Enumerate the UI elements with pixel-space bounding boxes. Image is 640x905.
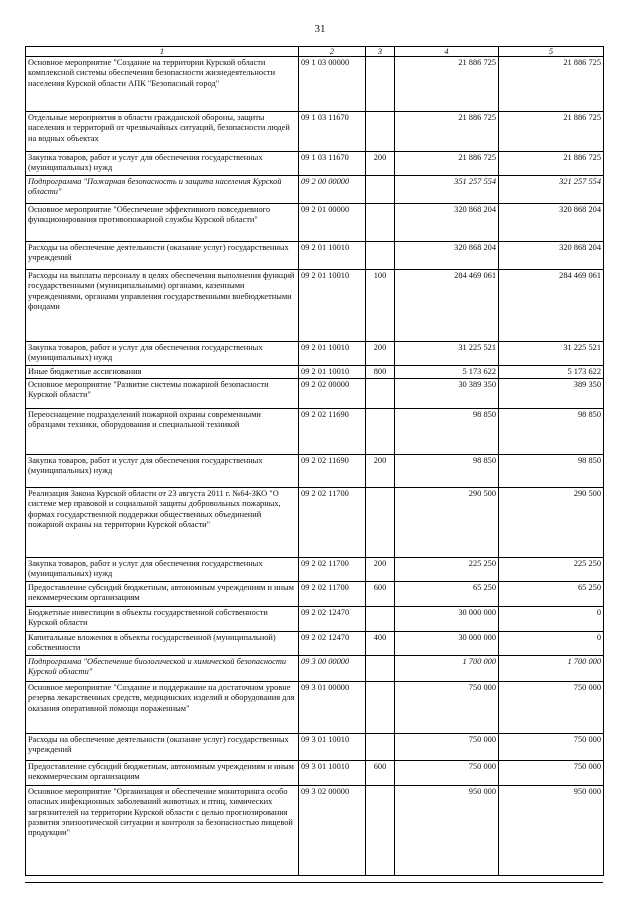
table-row [26, 681, 604, 733]
row-name-cell: Реализация Закона Курской области от 23 августа 2011 г. №64-ЗКО "О системе мер правовой и социальной защиты добровольных пожарных, формах государственной поддержки общественных объединений пожарной охраны на территории Курской области" [26, 488, 299, 558]
table-row [26, 379, 604, 409]
row-sum-2020-cell: 321 257 554 [499, 175, 604, 203]
row-sum-2020-cell: 290 500 [499, 488, 604, 558]
row-sum-2020-cell: 21 886 725 [499, 152, 604, 176]
row-sum-2019-cell: 290 500 [395, 488, 499, 558]
row-code-cell: 09 2 02 11690 [299, 409, 366, 455]
row-name-cell: Иные бюджетные ассигнования [26, 365, 299, 378]
row-name-cell: Расходы на выплаты персоналу в целях обеспечения выполнения функций государственными (муниципальными) органами, казенными учреждениями, органами управления государственными внебюджетными фондами [26, 269, 299, 341]
row-sum-2019-cell: 750 000 [395, 760, 499, 785]
row-name-cell: Подпрограмма "Пожарная безопасность и защита населения Курской области" [26, 175, 299, 203]
table-body [26, 57, 604, 876]
row-sum-2020-cell: 284 469 061 [499, 269, 604, 341]
row-name-cell: Расходы на обеспечение деятельности (оказание услуг) государственных учреждений [26, 733, 299, 760]
row-code-cell: 09 3 01 10010 [299, 760, 366, 785]
row-code-cell: 09 2 01 10010 [299, 341, 366, 365]
row-name-cell: Бюджетные инвестиции в объекты государственной собственности Курской области [26, 606, 299, 631]
row-sum-2020-cell: 0 [499, 631, 604, 655]
row-sum-2019-cell: 950 000 [395, 785, 499, 875]
row-sum-2019-cell: 21 886 725 [395, 112, 499, 152]
table-row [26, 409, 604, 455]
row-sum-2019-cell: 65 250 [395, 581, 499, 606]
row-sum-2019-cell: 98 850 [395, 409, 499, 455]
page-number: 31 [314, 23, 326, 35]
row-sum-2019-cell: 320 868 204 [395, 241, 499, 269]
row-name-cell: Переоснащение подразделений пожарной охраны современными образцами техники, оборудования и специальной техникой [26, 409, 299, 455]
row-sum-2020-cell: 65 250 [499, 581, 604, 606]
table-row [26, 269, 604, 341]
row-vr-cell: 400 [366, 631, 395, 655]
row-sum-2020-cell: 750 000 [499, 733, 604, 760]
row-vr-cell [366, 203, 395, 241]
table-row [26, 785, 604, 875]
page-bottom-rule [25, 882, 603, 883]
row-vr-cell [366, 175, 395, 203]
row-sum-2019-cell: 750 000 [395, 733, 499, 760]
row-code-cell: 09 2 01 10010 [299, 241, 366, 269]
row-code-cell: 09 2 00 00000 [299, 175, 366, 203]
row-sum-2019-cell: 30 389 350 [395, 379, 499, 409]
row-vr-cell: 200 [366, 455, 395, 488]
row-vr-cell: 600 [366, 581, 395, 606]
row-vr-cell [366, 606, 395, 631]
row-vr-cell: 800 [366, 365, 395, 378]
row-vr-cell: 100 [366, 269, 395, 341]
row-sum-2020-cell: 98 850 [499, 409, 604, 455]
row-sum-2020-cell: 31 225 521 [499, 341, 604, 365]
table-row [26, 760, 604, 785]
header-col-1: 1 [26, 47, 299, 57]
table-row [26, 203, 604, 241]
table-row [26, 733, 604, 760]
row-vr-cell [366, 112, 395, 152]
row-code-cell: 09 3 01 10010 [299, 733, 366, 760]
row-sum-2020-cell: 98 850 [499, 455, 604, 488]
row-name-cell: Капитальные вложения в объекты государственной (муниципальной) собственности [26, 631, 299, 655]
row-name-cell: Основное мероприятие "Развитие системы пожарной безопасности Курской области" [26, 379, 299, 409]
row-name-cell: Основное мероприятие "Организация и обеспечение мониторинга особо опасных инфекционных заболеваний животных и птиц, химических загрязнителей на территории Курской области с целью прогнозирования развития эпизоотической ситуации и контроля за безопасностью пищевой продукции" [26, 785, 299, 875]
table-row [26, 175, 604, 203]
row-sum-2020-cell: 21 886 725 [499, 112, 604, 152]
row-name-cell: Подпрограмма "Обеспечение биологической и химической безопасности Курской области" [26, 655, 299, 681]
row-sum-2019-cell: 750 000 [395, 681, 499, 733]
row-vr-cell [366, 655, 395, 681]
header-col-3: 3 [366, 47, 395, 57]
table-row [26, 341, 604, 365]
row-code-cell: 09 2 02 11690 [299, 455, 366, 488]
row-name-cell: Предоставление субсидий бюджетным, автономным учреждениям и иным некоммерческим организациям [26, 581, 299, 606]
table-row [26, 581, 604, 606]
row-sum-2020-cell: 950 000 [499, 785, 604, 875]
table-row [26, 365, 604, 378]
table-row [26, 558, 604, 582]
row-name-cell: Расходы на обеспечение деятельности (оказание услуг) государственных учреждений [26, 241, 299, 269]
row-vr-cell [366, 57, 395, 112]
budget-table [25, 46, 604, 876]
row-sum-2020-cell: 21 886 725 [499, 57, 604, 112]
row-name-cell: Основное мероприятие "Создание на территории Курской области комплексной системы обеспечения безопасности жизнедеятельности населения Курской области АПК "Безопасный город" [26, 57, 299, 112]
row-vr-cell: 200 [366, 341, 395, 365]
row-name-cell: Закупка товаров, работ и услуг для обеспечения государственных (муниципальных) нужд [26, 455, 299, 488]
table-row [26, 241, 604, 269]
row-sum-2019-cell: 351 257 554 [395, 175, 499, 203]
row-sum-2019-cell: 5 173 622 [395, 365, 499, 378]
row-code-cell: 09 1 03 00000 [299, 57, 366, 112]
row-code-cell: 09 2 02 11700 [299, 488, 366, 558]
row-name-cell: Закупка товаров, работ и услуг для обеспечения государственных (муниципальных) нужд [26, 152, 299, 176]
row-sum-2019-cell: 21 886 725 [395, 57, 499, 112]
row-sum-2020-cell: 1 700 000 [499, 655, 604, 681]
row-sum-2020-cell: 5 173 622 [499, 365, 604, 378]
row-name-cell: Предоставление субсидий бюджетным, автономным учреждениям и иным некоммерческим организациям [26, 760, 299, 785]
row-vr-cell [366, 488, 395, 558]
row-name-cell: Основное мероприятие "Создание и поддержание на достаточном уровне резерва лекарственных средств, медицинских изделий и оборудования для оказания оперативной помощи пораженным" [26, 681, 299, 733]
row-code-cell: 09 2 01 00000 [299, 203, 366, 241]
row-sum-2019-cell: 31 225 521 [395, 341, 499, 365]
row-vr-cell [366, 379, 395, 409]
row-vr-cell [366, 409, 395, 455]
row-sum-2020-cell: 320 868 204 [499, 203, 604, 241]
table-row [26, 488, 604, 558]
header-col-5: 5 [499, 47, 604, 57]
row-sum-2019-cell: 1 700 000 [395, 655, 499, 681]
row-sum-2020-cell: 750 000 [499, 760, 604, 785]
row-vr-cell [366, 681, 395, 733]
row-code-cell: 09 3 01 00000 [299, 681, 366, 733]
row-sum-2019-cell: 98 850 [395, 455, 499, 488]
row-sum-2019-cell: 30 000 000 [395, 631, 499, 655]
row-sum-2019-cell: 21 886 725 [395, 152, 499, 176]
row-code-cell: 09 3 02 00000 [299, 785, 366, 875]
table-row [26, 655, 604, 681]
row-vr-cell: 200 [366, 558, 395, 582]
row-code-cell: 09 2 01 10010 [299, 269, 366, 341]
table-row [26, 112, 604, 152]
row-name-cell: Закупка товаров, работ и услуг для обеспечения государственных (муниципальных) нужд [26, 558, 299, 582]
table-row [26, 57, 604, 112]
row-code-cell: 09 1 03 11670 [299, 152, 366, 176]
row-code-cell: 09 2 01 10010 [299, 365, 366, 378]
row-code-cell: 09 2 02 11700 [299, 558, 366, 582]
row-sum-2020-cell: 320 868 204 [499, 241, 604, 269]
row-name-cell: Закупка товаров, работ и услуг для обеспечения государственных (муниципальных) нужд [26, 341, 299, 365]
row-vr-cell: 600 [366, 760, 395, 785]
header-col-2: 2 [299, 47, 366, 57]
row-sum-2019-cell: 225 250 [395, 558, 499, 582]
row-vr-cell [366, 241, 395, 269]
row-name-cell: Отдельные мероприятия в области гражданской обороны, защиты населения и территорий от чрезвычайных ситуаций, безопасности людей на водных объектах [26, 112, 299, 152]
row-name-cell: Основное мероприятие "Обеспечение эффективного повседневного функционирования противопожарной службы Курской области" [26, 203, 299, 241]
row-code-cell: 09 2 02 12470 [299, 606, 366, 631]
row-vr-cell [366, 785, 395, 875]
row-sum-2019-cell: 30 000 000 [395, 606, 499, 631]
row-vr-cell [366, 733, 395, 760]
table-row [26, 631, 604, 655]
row-sum-2019-cell: 320 868 204 [395, 203, 499, 241]
table-row [26, 152, 604, 176]
row-code-cell: 09 3 00 00000 [299, 655, 366, 681]
row-code-cell: 09 2 02 00000 [299, 379, 366, 409]
row-code-cell: 09 2 02 11700 [299, 581, 366, 606]
row-sum-2019-cell: 284 469 061 [395, 269, 499, 341]
row-sum-2020-cell: 0 [499, 606, 604, 631]
row-vr-cell: 200 [366, 152, 395, 176]
row-sum-2020-cell: 750 000 [499, 681, 604, 733]
row-code-cell: 09 2 02 12470 [299, 631, 366, 655]
row-sum-2020-cell: 225 250 [499, 558, 604, 582]
row-sum-2020-cell: 389 350 [499, 379, 604, 409]
table-header-row [26, 47, 604, 57]
row-code-cell: 09 1 03 11670 [299, 112, 366, 152]
table-row [26, 455, 604, 488]
table-row [26, 606, 604, 631]
header-col-4: 4 [395, 47, 499, 57]
